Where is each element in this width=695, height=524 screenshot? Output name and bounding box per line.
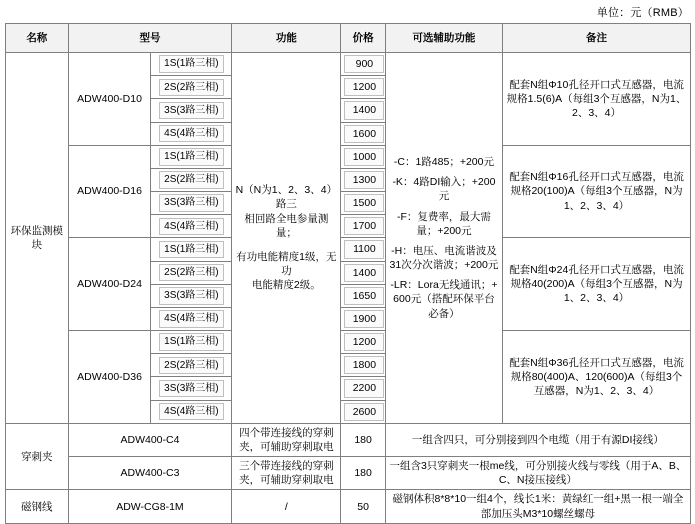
model-c3: ADW400-C3 [68,457,232,490]
product-price-table [5,23,691,524]
variant-price [341,145,385,168]
model-c4: ADW400-C4 [68,423,232,456]
variant-sub [151,400,232,423]
price-c3: 180 [341,457,385,490]
variant-label: 3S(3路三相) [159,102,223,120]
remark-d16: 配套N组Φ16孔径开口式互感器，电流规格20(100)A（每组3个互感器，N为1、2、3、4） [503,145,691,238]
group-name-environment: 环保监测模块 [6,53,69,424]
variant-price [341,238,385,261]
function-line: 相回路全电参量测量； [244,212,329,239]
variant-price [341,400,385,423]
variant-label: 3S(3路三相) [159,380,223,398]
variant-label: 4S(4路三相) [159,310,223,328]
table-row [6,238,691,261]
variant-sub [151,307,232,330]
header-price: 价格 [341,24,385,53]
remark-d36: 配套N组Φ36孔径开口式互感器，电流规格80(400)A、120(600)A（每组3个互感器，N为1、2、3、4） [503,331,691,424]
unit-note: 单位：元（RMB） [596,7,689,19]
variant-label: 4S(4路三相) [159,218,223,236]
price-value: 1800 [344,356,384,374]
price-value: 1000 [344,148,384,166]
header-remark: 备注 [503,24,691,53]
variant-sub [151,99,232,122]
variant-price [341,354,385,377]
price-value: 2200 [344,379,384,397]
price-value: 1200 [344,333,384,351]
function-cg8: / [232,490,341,523]
price-c4: 180 [341,423,385,456]
price-value: 1600 [344,125,384,143]
variant-label: 1S(1路三相) [159,148,223,166]
price-value: 900 [344,55,384,73]
variant-sub [151,261,232,284]
variant-sub [151,354,232,377]
variant-price [341,99,385,122]
variant-label: 3S(3路三相) [159,194,223,212]
variant-sub [151,238,232,261]
price-value: 1650 [344,287,384,305]
model-cg8: ADW-CG8-1M [68,490,232,523]
price-cg8: 50 [341,490,385,523]
function-c4: 四个带连接线的穿刺夹，可辅助穿刺取电 [232,423,341,456]
model-d10: ADW400-D10 [68,53,151,146]
function-line: 电能精度2级。 [251,279,321,292]
variant-label: 2S(2路三相) [159,79,223,97]
variant-label: 1S(1路三相) [159,241,223,259]
remark-d10: 配套N组Φ10孔径开口式互感器，电流规格1.5(6)A（每组3个互感器，N为1、2、3、4） [503,53,691,146]
variant-label: 1S(1路三相) [159,333,223,351]
variant-sub [151,53,232,76]
price-value: 1900 [344,310,384,328]
function-environment [232,53,341,424]
table-header [6,24,691,53]
price-value: 2600 [344,403,384,421]
variant-price [341,122,385,145]
variant-price [341,284,385,307]
variant-sub [151,215,232,238]
table-row [6,331,691,354]
variant-label: 4S(4路三相) [159,403,223,421]
function-line: 有功电能精度1级，无功 [236,250,337,278]
variant-price [341,331,385,354]
price-value: 1200 [344,78,384,96]
variant-price [341,168,385,191]
model-d16: ADW400-D16 [68,145,151,238]
option-c3: 一组含3只穿刺夹一根me线，可分别接火线与零线（用于A、B、C、N接压接线） [385,457,690,490]
variant-sub [151,377,232,400]
option-c4: 一组含四只，可分别接到四个电缆（用于有源DI接线） [385,423,690,456]
variant-price [341,377,385,400]
variant-label: 1S(1路三相) [159,55,223,73]
option-item: -K：4路DI输入；+200元 [392,176,496,203]
model-d36: ADW400-D36 [68,331,151,424]
option-item: -LR：Lora无线通讯；+600元（搭配环保平台必备） [390,279,498,320]
header-option: 可选辅助功能 [385,24,502,53]
remark-d24: 配套N组Φ24孔径开口式互感器，电流规格40(200)A（每组3个互感器，N为1、2、3、4） [503,238,691,331]
variant-label: 4S(4路三相) [159,125,223,143]
variant-sub [151,284,232,307]
variant-sub [151,192,232,215]
header-name: 名称 [6,24,69,53]
group-name-clamp: 穿刺夹 [6,423,69,490]
price-value: 1100 [344,240,384,258]
function-line: N（N为1、2、3、4）路三 [235,184,338,211]
variant-label: 2S(2路三相) [159,171,223,189]
price-value: 1700 [344,217,384,235]
header-function: 功能 [232,24,341,53]
variant-label: 3S(3路三相) [159,287,223,305]
optional-functions-environment [385,53,502,424]
table-body [6,53,691,524]
price-value: 1400 [344,101,384,119]
function-spacer [235,240,337,250]
table-row [6,53,691,76]
variant-price [341,261,385,284]
variant-price [341,307,385,330]
price-value: 1400 [344,264,384,282]
variant-sub [151,76,232,99]
variant-sub [151,145,232,168]
group-name-magnet-wire: 磁钢线 [6,490,69,523]
variant-label: 2S(2路三相) [159,264,223,282]
header-row [6,24,691,53]
option-cg8: 磁钢体积8*8*10一组4个，线长1米：黄绿红一组+黑一根一端全部加压头M3*10螺丝螺母 [385,490,690,523]
model-d24: ADW400-D24 [68,238,151,331]
option-item: -F：复费率，最大需量；+200元 [396,210,491,237]
function-c3: 三个带连接线的穿刺夹，可辅助穿刺取电 [232,457,341,490]
option-item: -C：1路485；+200元 [393,156,494,169]
variant-price [341,53,385,76]
table-row [6,423,691,456]
variant-label: 2S(2路三相) [159,357,223,375]
variant-sub [151,122,232,145]
price-value: 1300 [344,171,384,189]
variant-sub [151,331,232,354]
variant-price [341,215,385,238]
header-model: 型号 [68,24,232,53]
variant-price [341,76,385,99]
table-row [6,145,691,168]
option-item: -H：电压、电流谐波及31次分次谐波；+200元 [389,244,499,272]
variant-sub [151,168,232,191]
table-row [6,490,691,523]
variant-price [341,192,385,215]
price-value: 1500 [344,194,384,212]
